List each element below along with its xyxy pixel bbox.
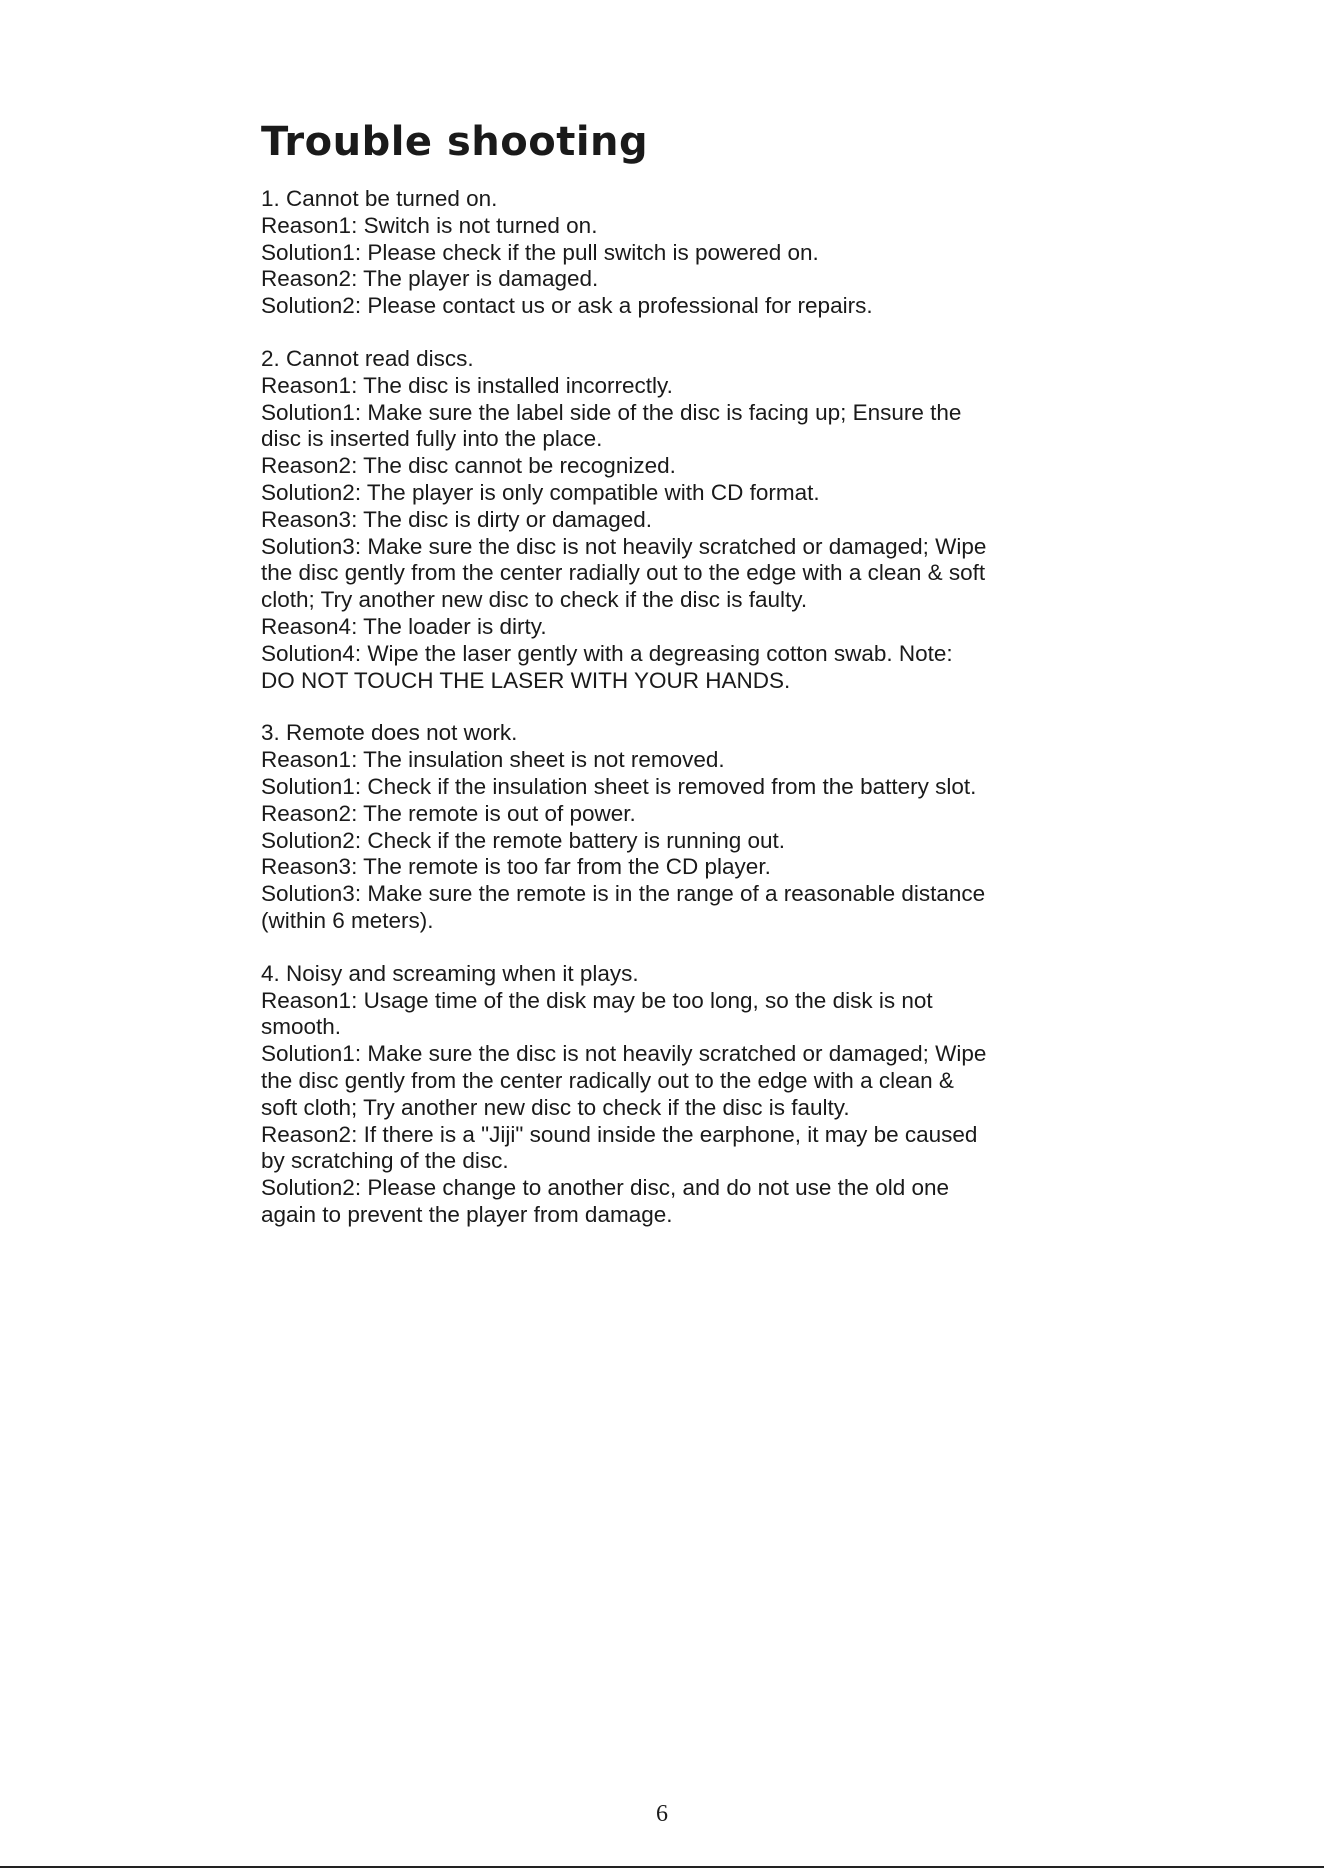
solution-line: Solution1: Please check if the pull switch is powered on.	[261, 239, 819, 265]
solution-line: Solution2: The player is only compatible with CD format.	[261, 479, 820, 505]
section-heading: 1. Cannot be turned on.	[261, 186, 498, 211]
solution-line: Solution2: Please contact us or ask a professional for repairs.	[261, 293, 873, 319]
solution-line-continued: cloth; Try another new disc to check if the disc is faulty.	[261, 587, 808, 613]
solution-line-continued: the disc gently from the center radially out to the edge with a clean & soft	[261, 560, 986, 586]
reason-line: Reason2: The player is damaged.	[261, 266, 599, 292]
reason-line: Reason1: Usage time of the disk may be too long, so the disk is not	[261, 987, 933, 1013]
solution-line: Solution3: Make sure the disc is not heavily scratched or damaged; Wipe	[261, 533, 987, 559]
solution-line-continued: disc is inserted fully into the place.	[261, 426, 603, 452]
solution-line: Solution1: Make sure the disc is not heavily scratched or damaged; Wipe	[261, 1041, 987, 1067]
reason-line: Reason1: Switch is not turned on.	[261, 212, 598, 238]
section-remote-does-not-work	[261, 720, 1081, 934]
solution-line: Solution1: Check if the insulation sheet is removed from the battery slot.	[261, 773, 977, 799]
solution-line: Solution2: Please change to another disc, and do not use the old one	[261, 1175, 950, 1201]
section-heading: 4. Noisy and screaming when it plays.	[261, 960, 639, 986]
solution-line-continued: DO NOT TOUCH THE LASER WITH YOUR HANDS.	[261, 667, 791, 693]
section-heading: 2. Cannot read discs.	[261, 345, 474, 371]
section-noisy-and-screaming	[261, 961, 1081, 1229]
section-cannot-be-turned-on	[261, 186, 1081, 320]
reason-line: Reason2: The remote is out of power.	[261, 800, 636, 826]
reason-line: Reason4: The loader is dirty.	[261, 613, 547, 639]
solution-line-continued: the disc gently from the center radically out to the edge with a clean &	[261, 1067, 954, 1093]
reason-line: Reason3: The disc is dirty or damaged.	[261, 506, 653, 532]
solution-line: Solution3: Make sure the remote is in the range of a reasonable distance	[261, 881, 986, 907]
solution-line-continued: (within 6 meters).	[261, 907, 434, 933]
reason-line-continued: by scratching of the disc.	[261, 1148, 509, 1174]
solution-line: Solution4: Wipe the laser gently with a degreasing cotton swab. Note:	[261, 640, 953, 666]
solution-line: Solution2: Check if the remote battery is running out.	[261, 827, 786, 853]
reason-line: Reason1: The insulation sheet is not removed.	[261, 747, 725, 773]
bottom-divider	[0, 1866, 1324, 1868]
document-page	[261, 118, 1081, 1255]
solution-line-continued: soft cloth; Try another new disc to check if the disc is faulty.	[261, 1094, 850, 1120]
section-cannot-read-discs	[261, 346, 1081, 694]
reason-line: Reason3: The remote is too far from the CD player.	[261, 854, 771, 880]
reason-line: Reason2: If there is a "Jiji" sound inside the earphone, it may be caused	[261, 1121, 978, 1147]
page-title: Trouble shooting	[261, 119, 649, 165]
solution-line: Solution1: Make sure the label side of the disc is facing up; Ensure the	[261, 399, 962, 425]
reason-line: Reason1: The disc is installed incorrectly.	[261, 372, 673, 398]
solution-line-continued: again to prevent the player from damage.	[261, 1201, 673, 1227]
reason-line: Reason2: The disc cannot be recognized.	[261, 453, 676, 479]
reason-line-continued: smooth.	[261, 1014, 342, 1040]
section-heading: 3. Remote does not work.	[261, 720, 518, 746]
page-number: 6	[656, 1801, 668, 1827]
